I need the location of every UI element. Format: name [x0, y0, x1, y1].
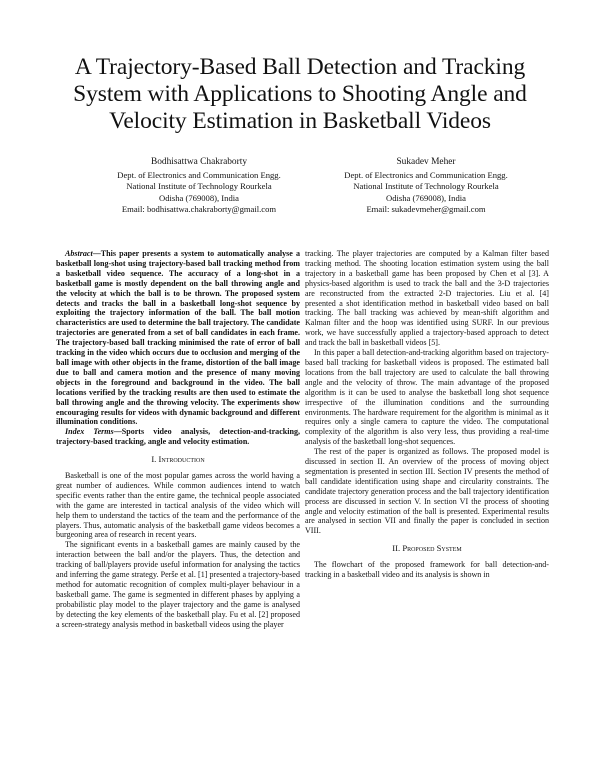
- paragraph: In this paper a ball detection-and-tracking algorithm based on trajectory-based ball tracking for basketball videos is proposed. The estimated ball locations from the ball trajectory are used to calculate the ball throwing angle and the velocity of throw. The main advantage of the proposed algorithm is it can be used to analyse the basketball long shot sequence irrespective of the illumination conditions and the surrounding environments. The hardware requirement for the algorithm is minimal as it requires only a single camera to capture the video. The computational complexity of the algorithm is also very less, thus providing a real-time analysis of the basketball long-shot sequences.: [305, 348, 549, 447]
- index-terms-text: —Sports video analysis, detection-and-tracking, trajectory-based tracking, angle and velocity estimation.: [56, 427, 300, 447]
- author-dept: Dept. of Electronics and Communication Engg.: [344, 169, 508, 180]
- author-name: Sukadev Meher: [396, 157, 456, 167]
- abstract-label: Abstract: [65, 249, 93, 258]
- paragraph: The flowchart of the proposed framework for ball detection-and-tracking in a basketball video and its analysis is shown in: [305, 560, 549, 580]
- author-block-1: [74, 157, 324, 216]
- author-email: Email: sukadevmeher@gmail.com: [366, 204, 486, 214]
- paragraph: tracking. The player trajectories are computed by a Kalman filter based tracking method. The shooting location estimation system using the ball trajectory in a basketball game has been proposed by Chen et al [3]. A physics-based algorithm is used to track the ball and the 3-D trajectories are reconstructed from the extracted 2-D trajectories. Liu et al. [4] presented a shot identification method in basketball video based on ball tracking. The ball tracking was achieved by mean-shift algorithm and Kalman filter and the hoop was identified using SURF. In our previous work, we have successfully applied a trajectory-based approach to detect and track the ball in basketball videos [5].: [305, 249, 549, 348]
- paper-title: A Trajectory-Based Ball Detection and Tracking System with Applications to Shooting Angle and Velocity Estimation in Basketball Videos: [73, 54, 527, 134]
- abstract: [56, 249, 300, 427]
- right-column: [305, 249, 549, 580]
- author-institute: National Institute of Technology Rourkela: [353, 181, 499, 191]
- author-place: Odisha (769008), India: [159, 192, 239, 203]
- section-heading-introduction: I. Introduction: [151, 454, 205, 465]
- author-institute: National Institute of Technology Rourkela: [126, 181, 272, 191]
- author-block-2: [301, 157, 551, 216]
- paragraph: The rest of the paper is organized as follows. The proposed model is discussed in section II. An overview of the process of moving object segmentation is presented in section III. Section IV presents the method of ball candidate identification using shape and circularity constraints. The candidate trajectory generation process and the ball trajectory identification process are discussed in section V. In section VI the process of shooting angle and velocity estimation of the ball is presented. Experimental results are analysed in section VII and finally the paper is concluded in section VIII.: [305, 447, 549, 536]
- section-heading-proposed-system: II. Proposed System: [392, 543, 462, 554]
- abstract-text: —This paper presents a system to automatically analyse a basketball long-shot using trajectory-based ball tracking method from a basketball video sequence. The accuracy of a long-shot in a basketball game is mostly dependent on the ball throwing angle and the velocity at which the ball is to be thrown. The proposed system detects and tracks the ball in a basketball long-shot sequence by exploiting the trajectory information of the ball. The ball motion characteristics are used to determine the ball trajectory. The candidate trajectories are generated from a set of ball candidates in each frame. The trajectory-based ball tracking minimised the rate of error of ball tracking in the video which occurs due to occlusion and merging of the ball image with other objects in the frame, distortion of the ball image due to ball and camera motion and the presence of many moving objects in the foreground and background in the video. The ball locations verified by the tracking results are then used to estimate the ball throwing angle and the throwing velocity. The experiments show encouraging results for videos with dynamic background and different illumination conditions.: [56, 249, 300, 427]
- author-dept: Dept. of Electronics and Communication Engg.: [117, 169, 281, 180]
- left-column: [56, 249, 300, 630]
- paragraph: The significant events in a basketball games are mainly caused by the interaction between the ball and/or the players. Thus, the detection and tracking of ball/players provide useful information for analysing the tactics and inferring the game strategy. Perše et al. [1] presented a trajectory-based method for automatic recognition of complex multi-player behaviour in a basketball game. The game is segmented in different phases by applying a probabilistic play model to the player trajectory and the game is analysed by detecting the key elements of the basketball play. Fu et al. [2] proposed a screen-strategy analysis method in basketball videos using the player: [56, 540, 300, 629]
- paragraph: Basketball is one of the most popular games across the world having a great number of audiences. While common audiences intend to watch specific events rather than the entire game, the technical people associated with the game are interested in tactical analysis of the video which will help them to understand the tactics of the team and the performance of the players. Thus, automatic analysis of the basketball game videos becomes a burgeoning area of research in recent years.: [56, 471, 300, 540]
- index-terms: [56, 427, 300, 447]
- index-terms-label: Index Terms: [65, 427, 114, 437]
- author-place: Odisha (769008), India: [386, 192, 466, 203]
- author-name: Bodhisattwa Chakraborty: [150, 157, 248, 167]
- author-email: Email: bodhisattwa.chakraborty@gmail.com: [121, 204, 277, 214]
